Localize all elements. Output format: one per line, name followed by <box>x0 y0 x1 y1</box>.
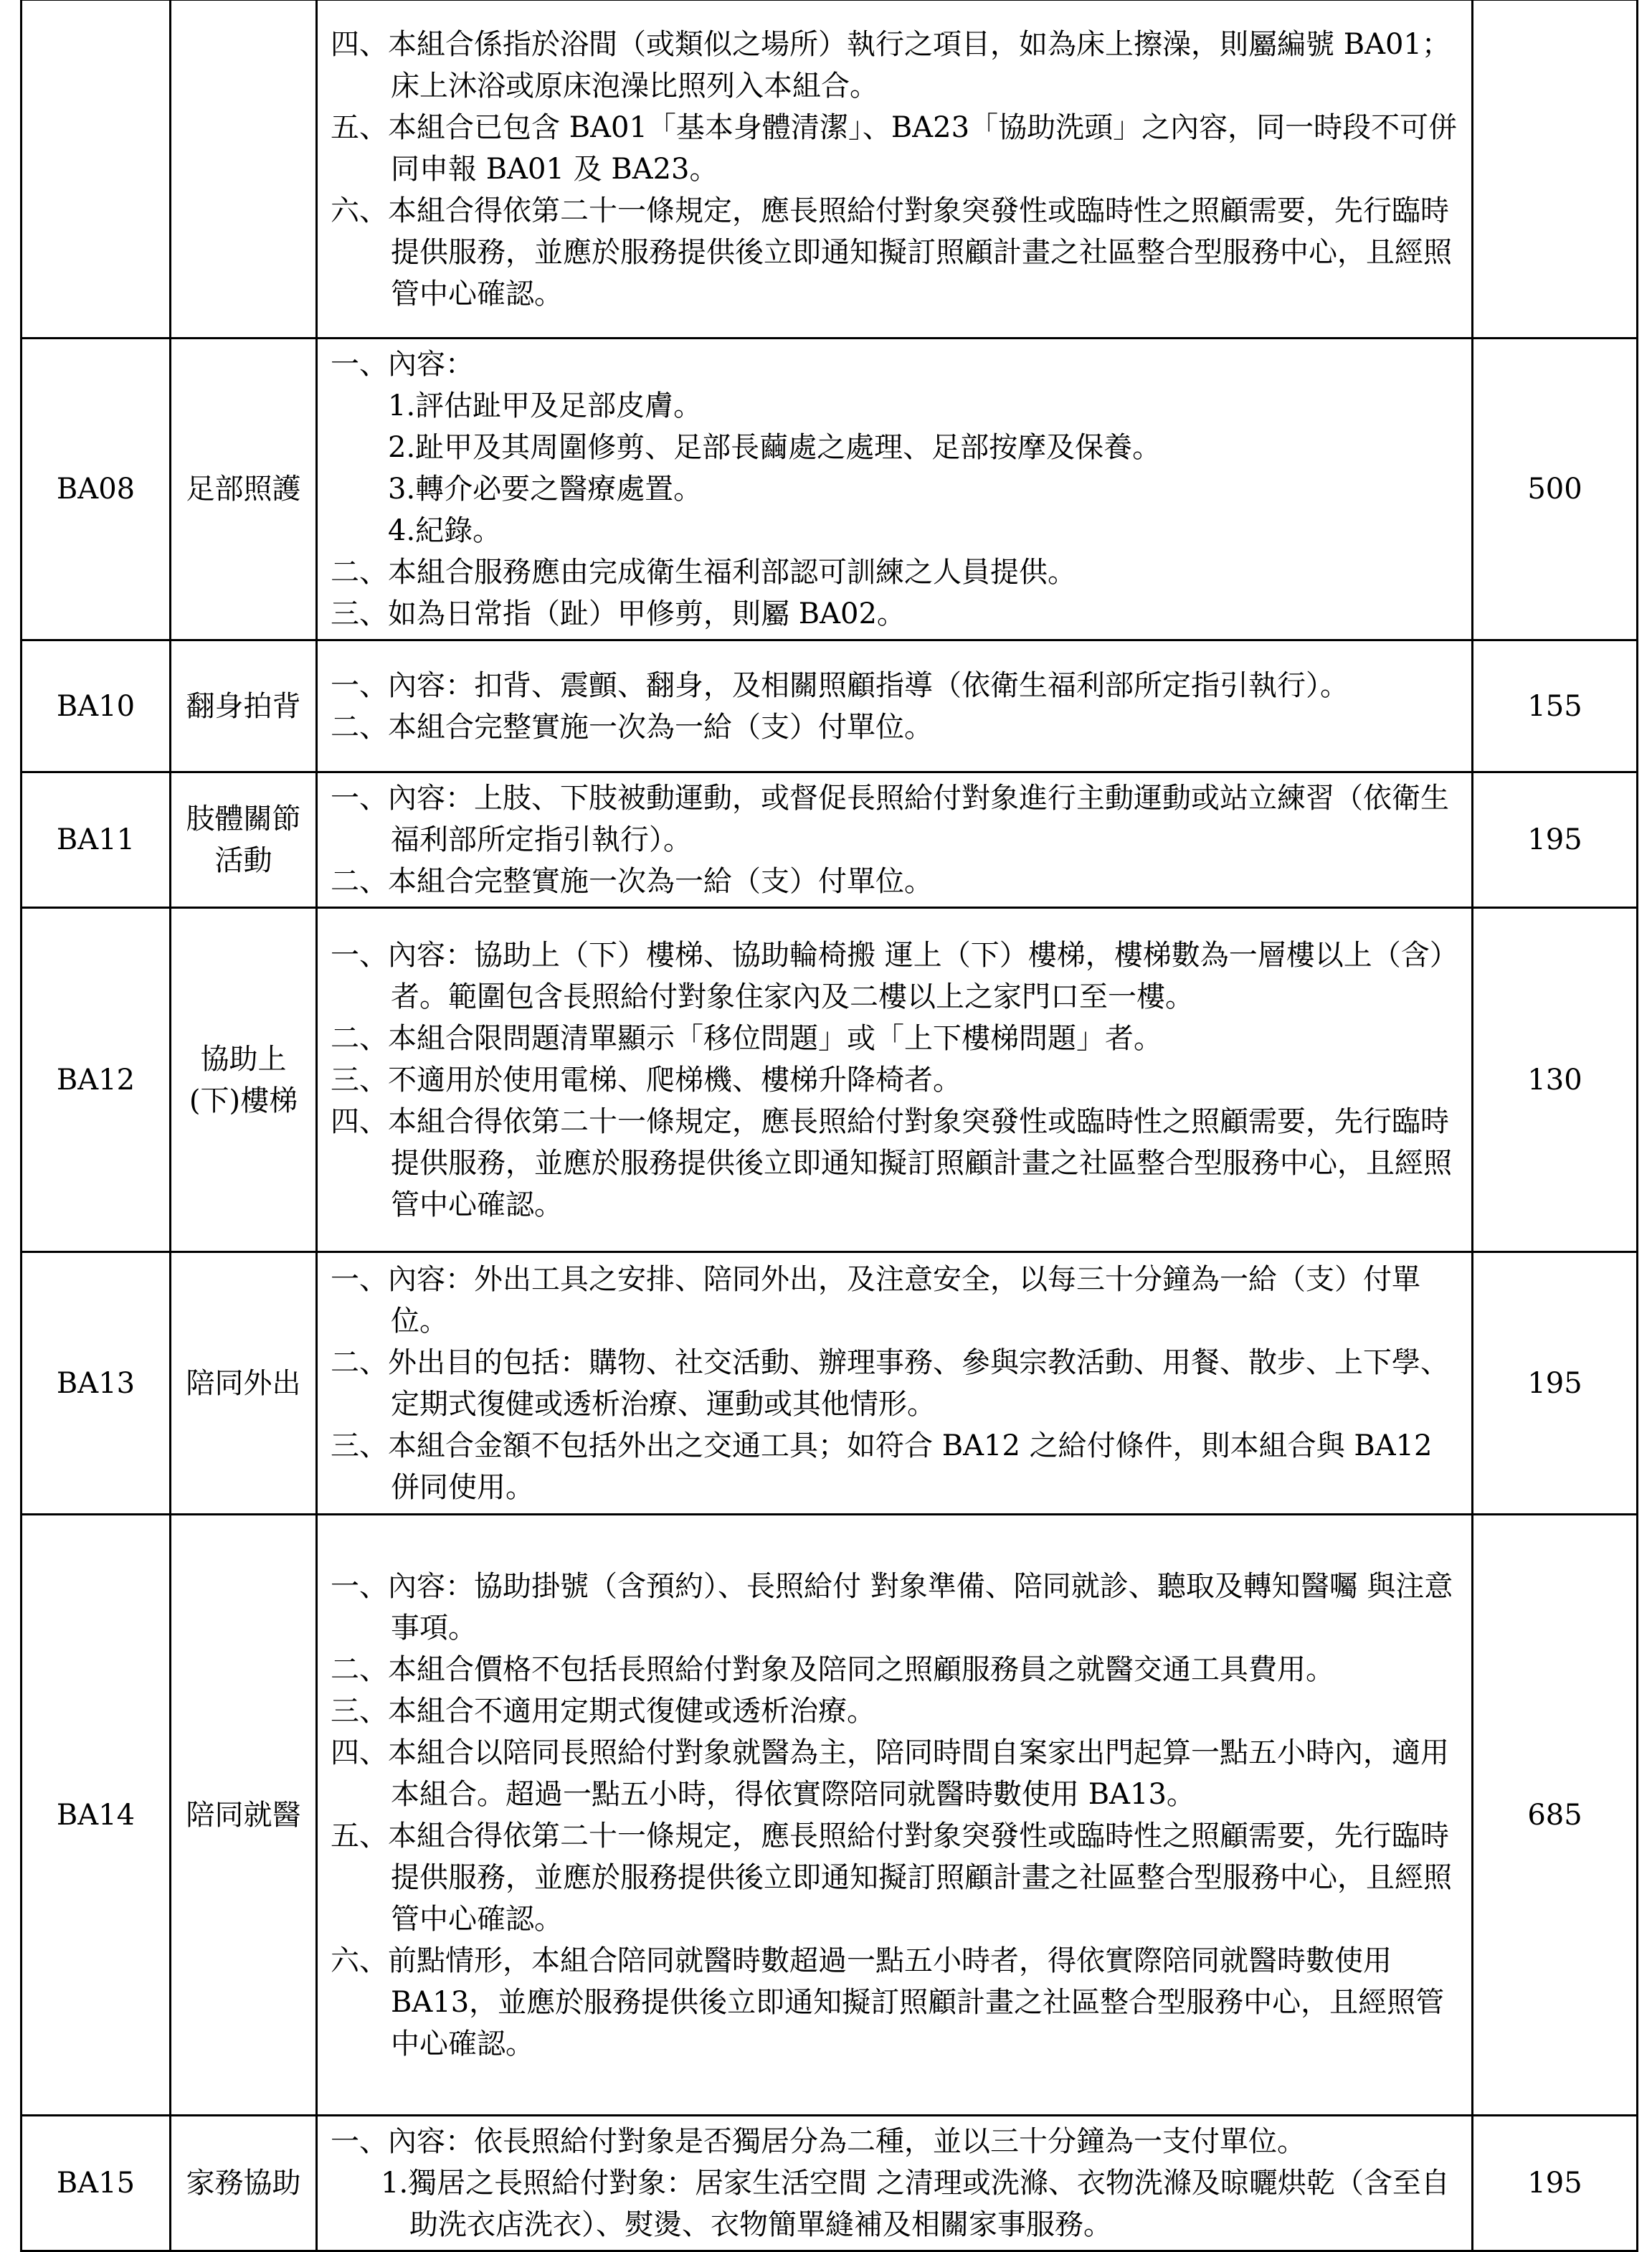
content-item: 二、本組合完整實施一次為一給（支）付單位。 <box>331 710 933 744</box>
content-item: 二、外出目的包括：購物、社交活動、辦理事務、參與宗教活動、用餐、散步、上下學、定期式復健或透析治療、運動或其他情形。 <box>331 1345 1449 1421</box>
content-item: 三、不適用於使用電梯、爬梯機、樓梯升降椅者。 <box>331 1063 962 1097</box>
service-name: 家務協助 <box>171 2116 317 2251</box>
content-item: 四、本組合係指於浴間（或類似之場所）執行之項目，如為床上擦澡，則屬編號 BA01；床上沐浴或原床泡澡比照列入本組合。 <box>331 27 1451 103</box>
service-code: BA10 <box>22 640 171 772</box>
service-code: BA11 <box>22 772 171 908</box>
service-price: 195 <box>1473 1252 1638 1515</box>
service-name <box>171 0 317 339</box>
content-item: 4.紀錄。 <box>388 514 502 547</box>
content-item: 六、前點情形，本組合陪同就醫時數超過一點五小時者，得依實際陪同就醫時數使用 BA13，並應於服務提供後立即通知擬訂照顧計畫之社區整合型服務中心，且經照管中心確認。 <box>331 1944 1445 2061</box>
content-item: 二、本組合價格不包括長照給付對象及陪同之照顧服務員之就醫交通工具費用。 <box>331 1652 1334 1686</box>
content-item: 三、如為日常指（趾）甲修剪，則屬 BA02。 <box>331 597 906 630</box>
table-row <box>22 1515 1638 2116</box>
service-name: 足部照護 <box>171 339 317 640</box>
service-code: BA15 <box>22 2116 171 2251</box>
table-row <box>22 908 1638 1252</box>
service-name: 陪同外出 <box>171 1252 317 1515</box>
content-item: 四、本組合以陪同長照給付對象就醫為主，陪同時間自案家出門起算一點五小時內，適用本組合。超過一點五小時，得依實際陪同就醫時數使用 BA13。 <box>331 1736 1449 1811</box>
content-item: 3.轉介必要之醫療處置。 <box>388 473 703 506</box>
service-name: 陪同就醫 <box>171 1515 317 2116</box>
table-row <box>22 772 1638 908</box>
service-price: 685 <box>1473 1515 1638 2116</box>
service-code: BA13 <box>22 1252 171 1515</box>
service-price: 155 <box>1473 640 1638 772</box>
content-item: 一、內容： <box>331 348 474 381</box>
content-item: 二、本組合限問題清單顯示「移位問題」或「上下樓梯問題」者。 <box>331 1021 1162 1055</box>
content-item: 二、本組合完整實施一次為一給（支）付單位。 <box>331 865 933 898</box>
content-item: 三、本組合不適用定期式復健或透析治療。 <box>331 1694 875 1728</box>
service-price: 195 <box>1473 2116 1638 2251</box>
service-content <box>317 1252 1473 1515</box>
content-item: 五、本組合得依第二十一條規定，應長照給付對象突發性或臨時性之照顧需要，先行臨時提供服務，並應於服務提供後立即通知擬訂照顧計畫之社區整合型服務中心，且經照管中心確認。 <box>331 1819 1452 1936</box>
service-table <box>20 0 1638 2252</box>
service-code: BA14 <box>22 1515 171 2116</box>
content-item: 一、內容：扣背、震顫、翻身，及相關照顧指導（依衛生福利部所定指引執行）。 <box>331 668 1349 702</box>
service-content <box>317 339 1473 640</box>
service-name: 肢體關節活動 <box>171 772 317 908</box>
content-item: 2.趾甲及其周圍修剪、足部長繭處之處理、足部按摩及保養。 <box>388 431 1162 464</box>
service-content <box>317 2116 1473 2251</box>
table-row <box>22 339 1638 640</box>
content-item: 四、本組合得依第二十一條規定，應長照給付對象突發性或臨時性之照顧需要，先行臨時提供服務，並應於服務提供後立即通知擬訂照顧計畫之社區整合型服務中心，且經照管中心確認。 <box>331 1104 1452 1221</box>
service-content <box>317 1515 1473 2116</box>
service-price <box>1473 0 1638 339</box>
content-item: 一、內容：依長照給付對象是否獨居分為二種，並以三十分鐘為一支付單位。 <box>331 2125 1306 2158</box>
content-item: 一、內容：協助上（下）樓梯、協助輪椅搬 運上（下）樓梯，樓梯數為一層樓以上（含）者。範圍包含長照給付對象住家內及二樓以上之家門口至一樓。 <box>331 938 1458 1013</box>
service-price: 195 <box>1473 772 1638 908</box>
table-row <box>22 0 1638 339</box>
content-item: 一、內容：上肢、下肢被動運動，或督促長照給付對象進行主動運動或站立練習（依衛生福利部所定指引執行）。 <box>331 782 1449 856</box>
service-content <box>317 0 1473 339</box>
service-price: 130 <box>1473 908 1638 1252</box>
content-item: 五、本組合已包含 BA01「基本身體清潔」、BA23「協助洗頭」之內容，同一時段不可併同申報 BA01 及 BA23。 <box>331 110 1458 186</box>
service-code <box>22 0 171 339</box>
service-code: BA08 <box>22 339 171 640</box>
service-content <box>317 908 1473 1252</box>
service-name: 翻身拍背 <box>171 640 317 772</box>
service-content <box>317 772 1473 908</box>
service-price: 500 <box>1473 339 1638 640</box>
content-item: 1.獨居之長照給付對象：居家生活空間 之清理或洗滌、衣物洗滌及晾曬烘乾（含至自助洗衣店洗衣）、熨燙、衣物簡單縫補及相關家事服務。 <box>381 2167 1450 2241</box>
table-row <box>22 640 1638 772</box>
content-item: 二、本組合服務應由完成衛生福利部認可訓練之人員提供。 <box>331 556 1076 589</box>
content-item: 一、內容：協助掛號（含預約）、長照給付 對象準備、陪同就診、聽取及轉知醫囑 與注意事項。 <box>331 1569 1453 1645</box>
content-item: 三、本組合金額不包括外出之交通工具；如符合 BA12 之給付條件，則本組合與 BA12 併同使用。 <box>331 1429 1433 1504</box>
service-content <box>317 640 1473 772</box>
table-row <box>22 2116 1638 2251</box>
content-item: 1.評估趾甲及足部皮膚。 <box>388 389 703 422</box>
content-item: 一、內容：外出工具之安排、陪同外出，及注意安全，以每三十分鐘為一給（支）付單位。 <box>331 1262 1420 1338</box>
service-name: 協助上(下)樓梯 <box>171 908 317 1252</box>
table-row <box>22 1252 1638 1515</box>
service-code: BA12 <box>22 908 171 1252</box>
content-item: 六、本組合得依第二十一條規定，應長照給付對象突發性或臨時性之照顧需要，先行臨時提供服務，並應於服務提供後立即通知擬訂照顧計畫之社區整合型服務中心，且經照管中心確認。 <box>331 194 1452 311</box>
